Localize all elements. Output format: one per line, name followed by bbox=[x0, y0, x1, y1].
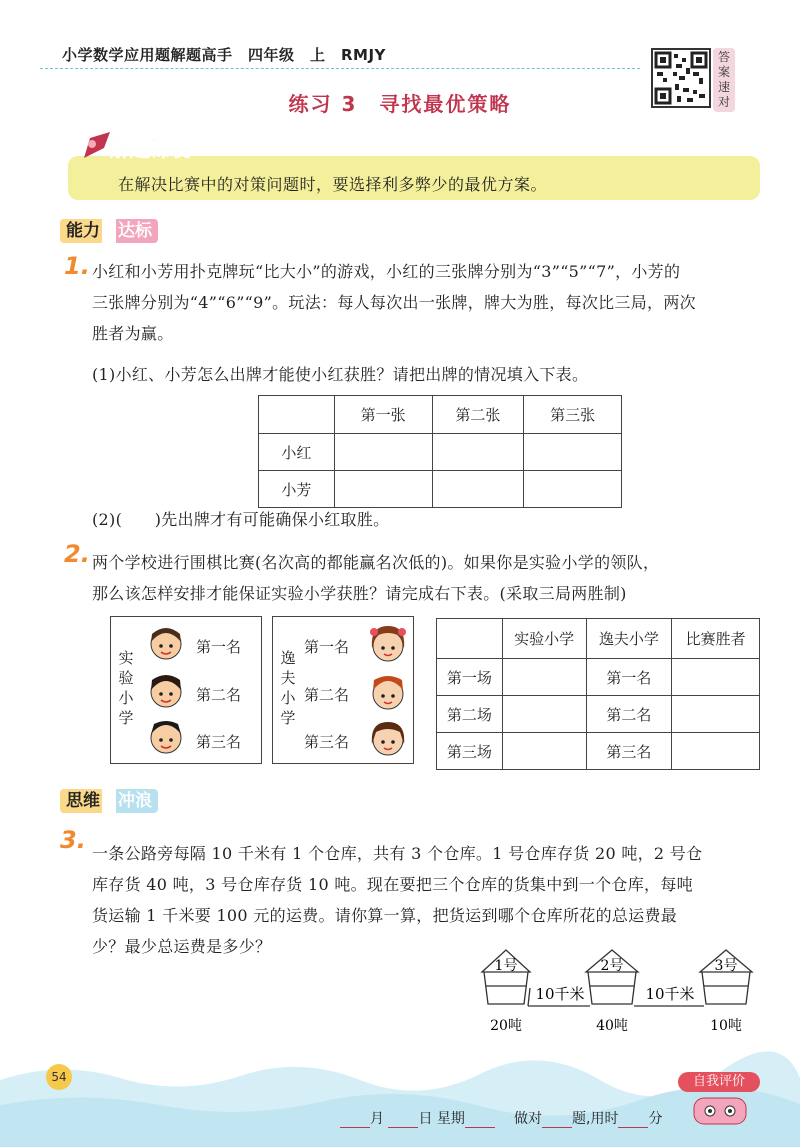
warehouse-2-amount: 40吨 bbox=[596, 1018, 628, 1034]
answer-cell[interactable] bbox=[502, 733, 586, 770]
table-header-cell bbox=[259, 396, 335, 434]
answer-cell[interactable] bbox=[334, 434, 432, 471]
answer-cell[interactable] bbox=[672, 659, 760, 696]
yifu-rank-3: 第三名 bbox=[304, 733, 350, 751]
question-2-number: 2. bbox=[64, 540, 90, 568]
bottom-wave-decoration bbox=[0, 1050, 800, 1147]
boy-face-icon bbox=[151, 721, 181, 753]
question-2-table bbox=[436, 618, 760, 770]
answer-cell[interactable] bbox=[432, 471, 524, 508]
warehouse-3-amount: 10吨 bbox=[710, 1018, 742, 1034]
question-1-number: 1. bbox=[64, 252, 90, 280]
yifu-player: 第三名 bbox=[586, 733, 672, 770]
section-ability-tag: 达标 bbox=[116, 219, 158, 243]
page-number: 54 bbox=[46, 1064, 72, 1090]
footer-score-line: 做对 题,用时 分 bbox=[514, 1111, 663, 1127]
boy-face-icon bbox=[373, 676, 403, 709]
answer-cell[interactable] bbox=[672, 696, 760, 733]
question-3-text: 一条公路旁每隔 10 千米有 1 个仓库，共有 3 个仓库。1 号仓库存货 20 吨，2 号仓 库存货 40 吨，3 号仓库存货 10 吨。现在要把三个仓库的货集中到一个仓库，每吨 货运输 1 千米要 100 元的运费。请你算一算，把货运到哪个仓库所花的总运费最 少？最少总运费是多少？ bbox=[92, 844, 703, 956]
distance-1-label: 10千米 bbox=[535, 985, 585, 1003]
table-header-cell: 第三张 bbox=[524, 396, 622, 434]
warehouse-2-label: 2号 bbox=[600, 958, 624, 974]
distance-2-label: 10千米 bbox=[645, 985, 695, 1003]
answer-cell[interactable] bbox=[672, 733, 760, 770]
game-label: 第一场 bbox=[437, 659, 503, 696]
yifu-player: 第二名 bbox=[586, 696, 672, 733]
game-label: 第二场 bbox=[437, 696, 503, 733]
lineup-yifu-title: 逸 夫 小 学 bbox=[280, 649, 296, 727]
section-thinking-label: 思维 bbox=[60, 789, 102, 813]
table-header-cell: 逸夫小学 bbox=[586, 619, 672, 659]
girl-face-icon bbox=[372, 722, 404, 755]
warehouse-1-amount: 20吨 bbox=[490, 1018, 522, 1034]
answer-cell[interactable] bbox=[502, 696, 586, 733]
question-1-sub2: (2)( )先出牌才有可能确保小红取胜。 bbox=[92, 510, 390, 529]
shiyan-rank-2: 第二名 bbox=[196, 686, 242, 704]
yifu-rank-1: 第一名 bbox=[304, 638, 350, 656]
answer-quick-check-label: 答 案 速 对 bbox=[713, 48, 735, 112]
table-header-cell bbox=[437, 619, 503, 659]
girl-face-icon bbox=[370, 626, 406, 661]
shiyan-rank-3: 第三名 bbox=[196, 733, 242, 751]
question-1-text: 小红和小芳用扑克牌玩“比大小”的游戏，小红的三张牌分别为“3”“5”“7”，小芳的 三张牌分别为“4”“6”“9”。玩法：每人每次出一张牌，牌大为胜，每次比三局，两次 胜者为赢。 bbox=[92, 262, 696, 343]
game-label: 第三场 bbox=[437, 733, 503, 770]
weekday-blank[interactable] bbox=[465, 1114, 495, 1128]
correct-count-blank[interactable] bbox=[542, 1114, 572, 1128]
tips-badge-icon bbox=[80, 128, 210, 164]
answer-cell[interactable] bbox=[502, 659, 586, 696]
boy-face-icon bbox=[151, 628, 181, 659]
table-row-label: 小红 bbox=[259, 434, 335, 471]
self-evaluation-badge: 自我评价 bbox=[678, 1072, 760, 1092]
table-header-cell: 第二张 bbox=[432, 396, 524, 434]
warehouse-1-label: 1号 bbox=[494, 958, 518, 974]
section-thinking-tag: 冲浪 bbox=[116, 789, 158, 813]
day-blank[interactable] bbox=[388, 1114, 418, 1128]
table-header-cell: 实验小学 bbox=[502, 619, 586, 659]
table-header-cell: 第一张 bbox=[334, 396, 432, 434]
answer-cell[interactable] bbox=[432, 434, 524, 471]
yifu-player: 第一名 bbox=[586, 659, 672, 696]
section-ability-label: 能力 bbox=[60, 219, 102, 243]
question-3-number: 3. bbox=[60, 826, 86, 854]
table-header-cell: 比赛胜者 bbox=[672, 619, 760, 659]
tips-badge-text: 解题锦囊 bbox=[110, 137, 190, 161]
table-row-label: 小芳 bbox=[259, 471, 335, 508]
book-title: 小学数学应用题解题高手 四年级 上 RMJY bbox=[62, 46, 386, 64]
warehouse-3-label: 3号 bbox=[714, 958, 738, 974]
boy-face-icon bbox=[151, 675, 181, 707]
question-1-table bbox=[258, 395, 622, 508]
question-2-text: 两个学校进行围棋比赛(名次高的都能赢名次低的)。如果你是实验小学的领队， 那么该怎样安排才能保证实验小学获胜？请完成右下表。(采取三局两胜制) bbox=[92, 553, 660, 603]
time-blank[interactable] bbox=[618, 1114, 648, 1128]
warehouse-diagram bbox=[470, 944, 760, 1040]
lineup-yifu-players bbox=[364, 620, 414, 760]
header-divider bbox=[40, 68, 640, 69]
answer-cell[interactable] bbox=[524, 471, 622, 508]
answer-cell[interactable] bbox=[524, 434, 622, 471]
robot-face-icon bbox=[690, 1094, 750, 1128]
yifu-rank-2: 第二名 bbox=[304, 686, 350, 704]
question-1-sub1: (1)小红、小芳怎么出牌才能使小红获胜？请把出牌的情况填入下表。 bbox=[92, 365, 589, 384]
lineup-shiyan-title: 实 验 小 学 bbox=[118, 649, 134, 727]
page-title: 练习 3 寻找最优策略 bbox=[288, 92, 512, 116]
tips-text: 在解决比赛中的对策问题时，要选择利多弊少的最优方案。 bbox=[118, 175, 548, 194]
month-blank[interactable] bbox=[340, 1114, 370, 1128]
footer-date-line: 月 日 星期 bbox=[340, 1108, 495, 1128]
shiyan-rank-1: 第一名 bbox=[196, 638, 242, 656]
answer-cell[interactable] bbox=[334, 471, 432, 508]
